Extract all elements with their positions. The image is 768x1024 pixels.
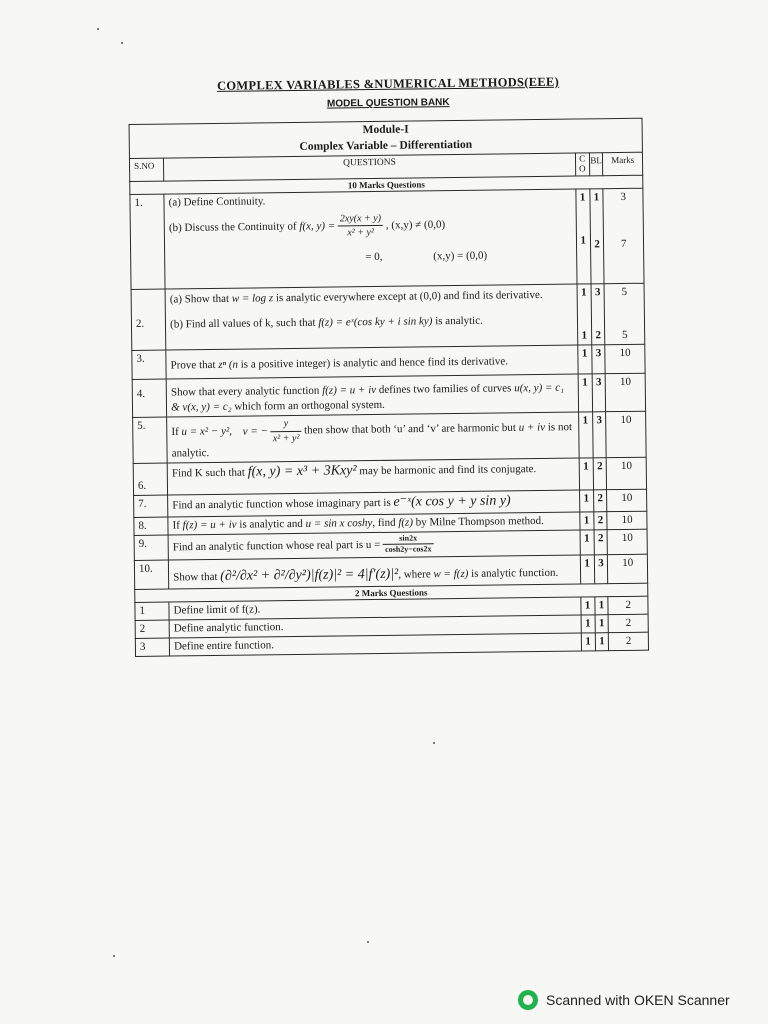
row-sno: 10.	[134, 560, 168, 589]
row-sno: 4.	[132, 380, 167, 418]
col-header-co: C O	[575, 153, 589, 176]
question-text: Prove that zⁿ (n is a positive integer) is analytic and hence find its derivative.	[166, 345, 578, 380]
table-row: 2 Define analytic function. 1 1 2	[135, 614, 648, 638]
fraction: $\frac{2xy(x + y)}{\text{x² + y²}}$	[338, 212, 384, 241]
table-row: 3. Prove that zⁿ (n is a positive integer) is analytic and hence find its derivative. 1 3 10	[132, 344, 645, 380]
table-row: 6. Find K such that f(x, y) = x³ + 3Kxy² may be harmonic and find its conjugate. 1 2 10	[133, 457, 646, 495]
question-text: Find K such that f(x, y) = x³ + 3Kxy² may be harmonic and find its conjugate.	[167, 458, 579, 495]
table-row: 4. Show that every analytic function f(z) = u + iv defines two families of curves u(x, y) = c₁ & v(x, y) = c₂ which form an orthogonal system. 1 3 10	[132, 374, 645, 418]
section-2-marks: 2 Marks Questions	[135, 583, 648, 602]
module-topic: Complex Variable – Differentiation	[299, 138, 473, 153]
col-header-bl: BL	[589, 153, 603, 176]
question-text: Define entire function.	[169, 633, 581, 656]
question-text: If f(z) = u + iv is analytic and u = sin x coshy, find f(z) by Milne Thompson method.	[168, 512, 580, 535]
row-sno: 3.	[132, 350, 166, 380]
row-sno: 9.	[134, 535, 168, 561]
module-label: Module-I	[362, 123, 409, 137]
document-title: COMPLEX VARIABLES &NUMERICAL METHODS(EEE)	[216, 74, 560, 93]
col-header-questions: QUESTIONS	[164, 153, 576, 181]
col-header-sno: S.NO	[129, 158, 163, 181]
table-row: 8. If f(z) = u + iv is analytic and u = sin x coshy, find f(z) by Milne Thompson method. 1 2 10	[134, 511, 647, 535]
question-text: (a) Show that w = log z is analytic everywhere except at (0,0) and find its derivative. (b) Find all values of k, such that f(z) = eˣ(cos ky + i sin ky) is analytic.	[165, 284, 577, 350]
table-row: 1 Define limit of f(z). 1 1 2	[135, 596, 648, 620]
question-bank-document	[128, 74, 655, 657]
fraction: $\frac{y}{\text{x² + y²}}$	[271, 417, 302, 445]
table-row: 1. (a) Define Continuity. (b) Discuss the Continuity of f(x, y) = $\frac{2xy(x + y)}{\text{x² + y²}}$ , (x,y) ≠ (0,0) = 0, (x,y) = (0,0) 1 1 1 2 3 7	[130, 188, 644, 289]
table-row: 2. (a) Show that w = log z is analytic everywhere except at (0,0) and find its derivative. (b) Find all values of k, such that f(z) = eˣ(cos ky + i sin ky) is analytic. 1 1 3 2 5 5	[131, 283, 645, 350]
section-10-marks: 10 Marks Questions	[130, 175, 643, 194]
question-text: Find an analytic function whose imaginary part is e⁻ˣ(x cos y + y sin y)	[168, 490, 580, 517]
question-text: Show that every analytic function f(z) = u + iv defines two families of curves u(x, y) = c₁ & v(x, y) = c₂ which form an orthogonal system.	[166, 375, 578, 418]
question-text: Find an analytic function whose real part is u = $\frac{\sin 2x}{\cosh 2y-\cos 2x}$	[168, 530, 580, 561]
table-row: 9. Find an analytic function whose real part is u = $\frac{\sin 2x}{\cosh 2y-\cos 2x}$ 1 2 10	[134, 529, 647, 561]
document-subtitle: MODEL QUESTION BANK	[326, 97, 450, 110]
fraction: $\frac{\sin 2x}{\cosh 2y-\cos 2x}$	[383, 533, 434, 556]
row-sno: 5.	[133, 417, 168, 463]
row-sno: 1.	[130, 194, 165, 289]
question-text: Show that (∂²/∂x² + ∂²/∂y²)|f(z)|² = 4|f′(z)|², where w = f(z) is analytic function.	[168, 555, 580, 589]
question-text: Define analytic function.	[169, 615, 581, 638]
question-table	[129, 118, 649, 657]
row-sno: 2.	[131, 289, 166, 350]
table-row: 5. If u = x² − y², v = − $\frac{y}{\text{x² + y²}}$ then show that both ‘u’ and ‘v’ are harmonic but u + iv is not analytic. 1 3 10	[133, 411, 647, 463]
question-text: (a) Define Continuity. (b) Discuss the Continuity of f(x, y) = $\frac{2xy(x + y)}{\text{x² + y²}}$ , (x,y) ≠ (0,0) = 0, (x,y) = (0,0)	[164, 189, 577, 289]
oken-scanner-logo-icon	[518, 990, 538, 1010]
col-header-marks: Marks	[603, 152, 643, 175]
question-text: Define limit of f(z).	[169, 597, 581, 620]
question-text: If u = x² − y², v = − $\frac{y}{\text{x² + y²}}$ then show that both ‘u’ and ‘v’ are harmonic but u + iv is not analytic.	[167, 412, 579, 463]
row-sno: 7.	[134, 495, 168, 517]
table-row: 3 Define entire function. 1 1 2	[135, 632, 648, 656]
scanner-watermark	[518, 990, 730, 1010]
scanner-watermark-text: Scanned with OKEN Scanner	[546, 992, 730, 1008]
table-row: 7. Find an analytic function whose imaginary part is e⁻ˣ(x cos y + y sin y) 1 2 10	[134, 489, 647, 517]
row-sno: 8.	[134, 517, 168, 535]
row-sno: 6.	[133, 463, 168, 495]
table-row: 10. Show that (∂²/∂x² + ∂²/∂y²)|f(z)|² = 4|f′(z)|², where w = f(z) is analytic function. 1 3 10	[134, 554, 647, 589]
